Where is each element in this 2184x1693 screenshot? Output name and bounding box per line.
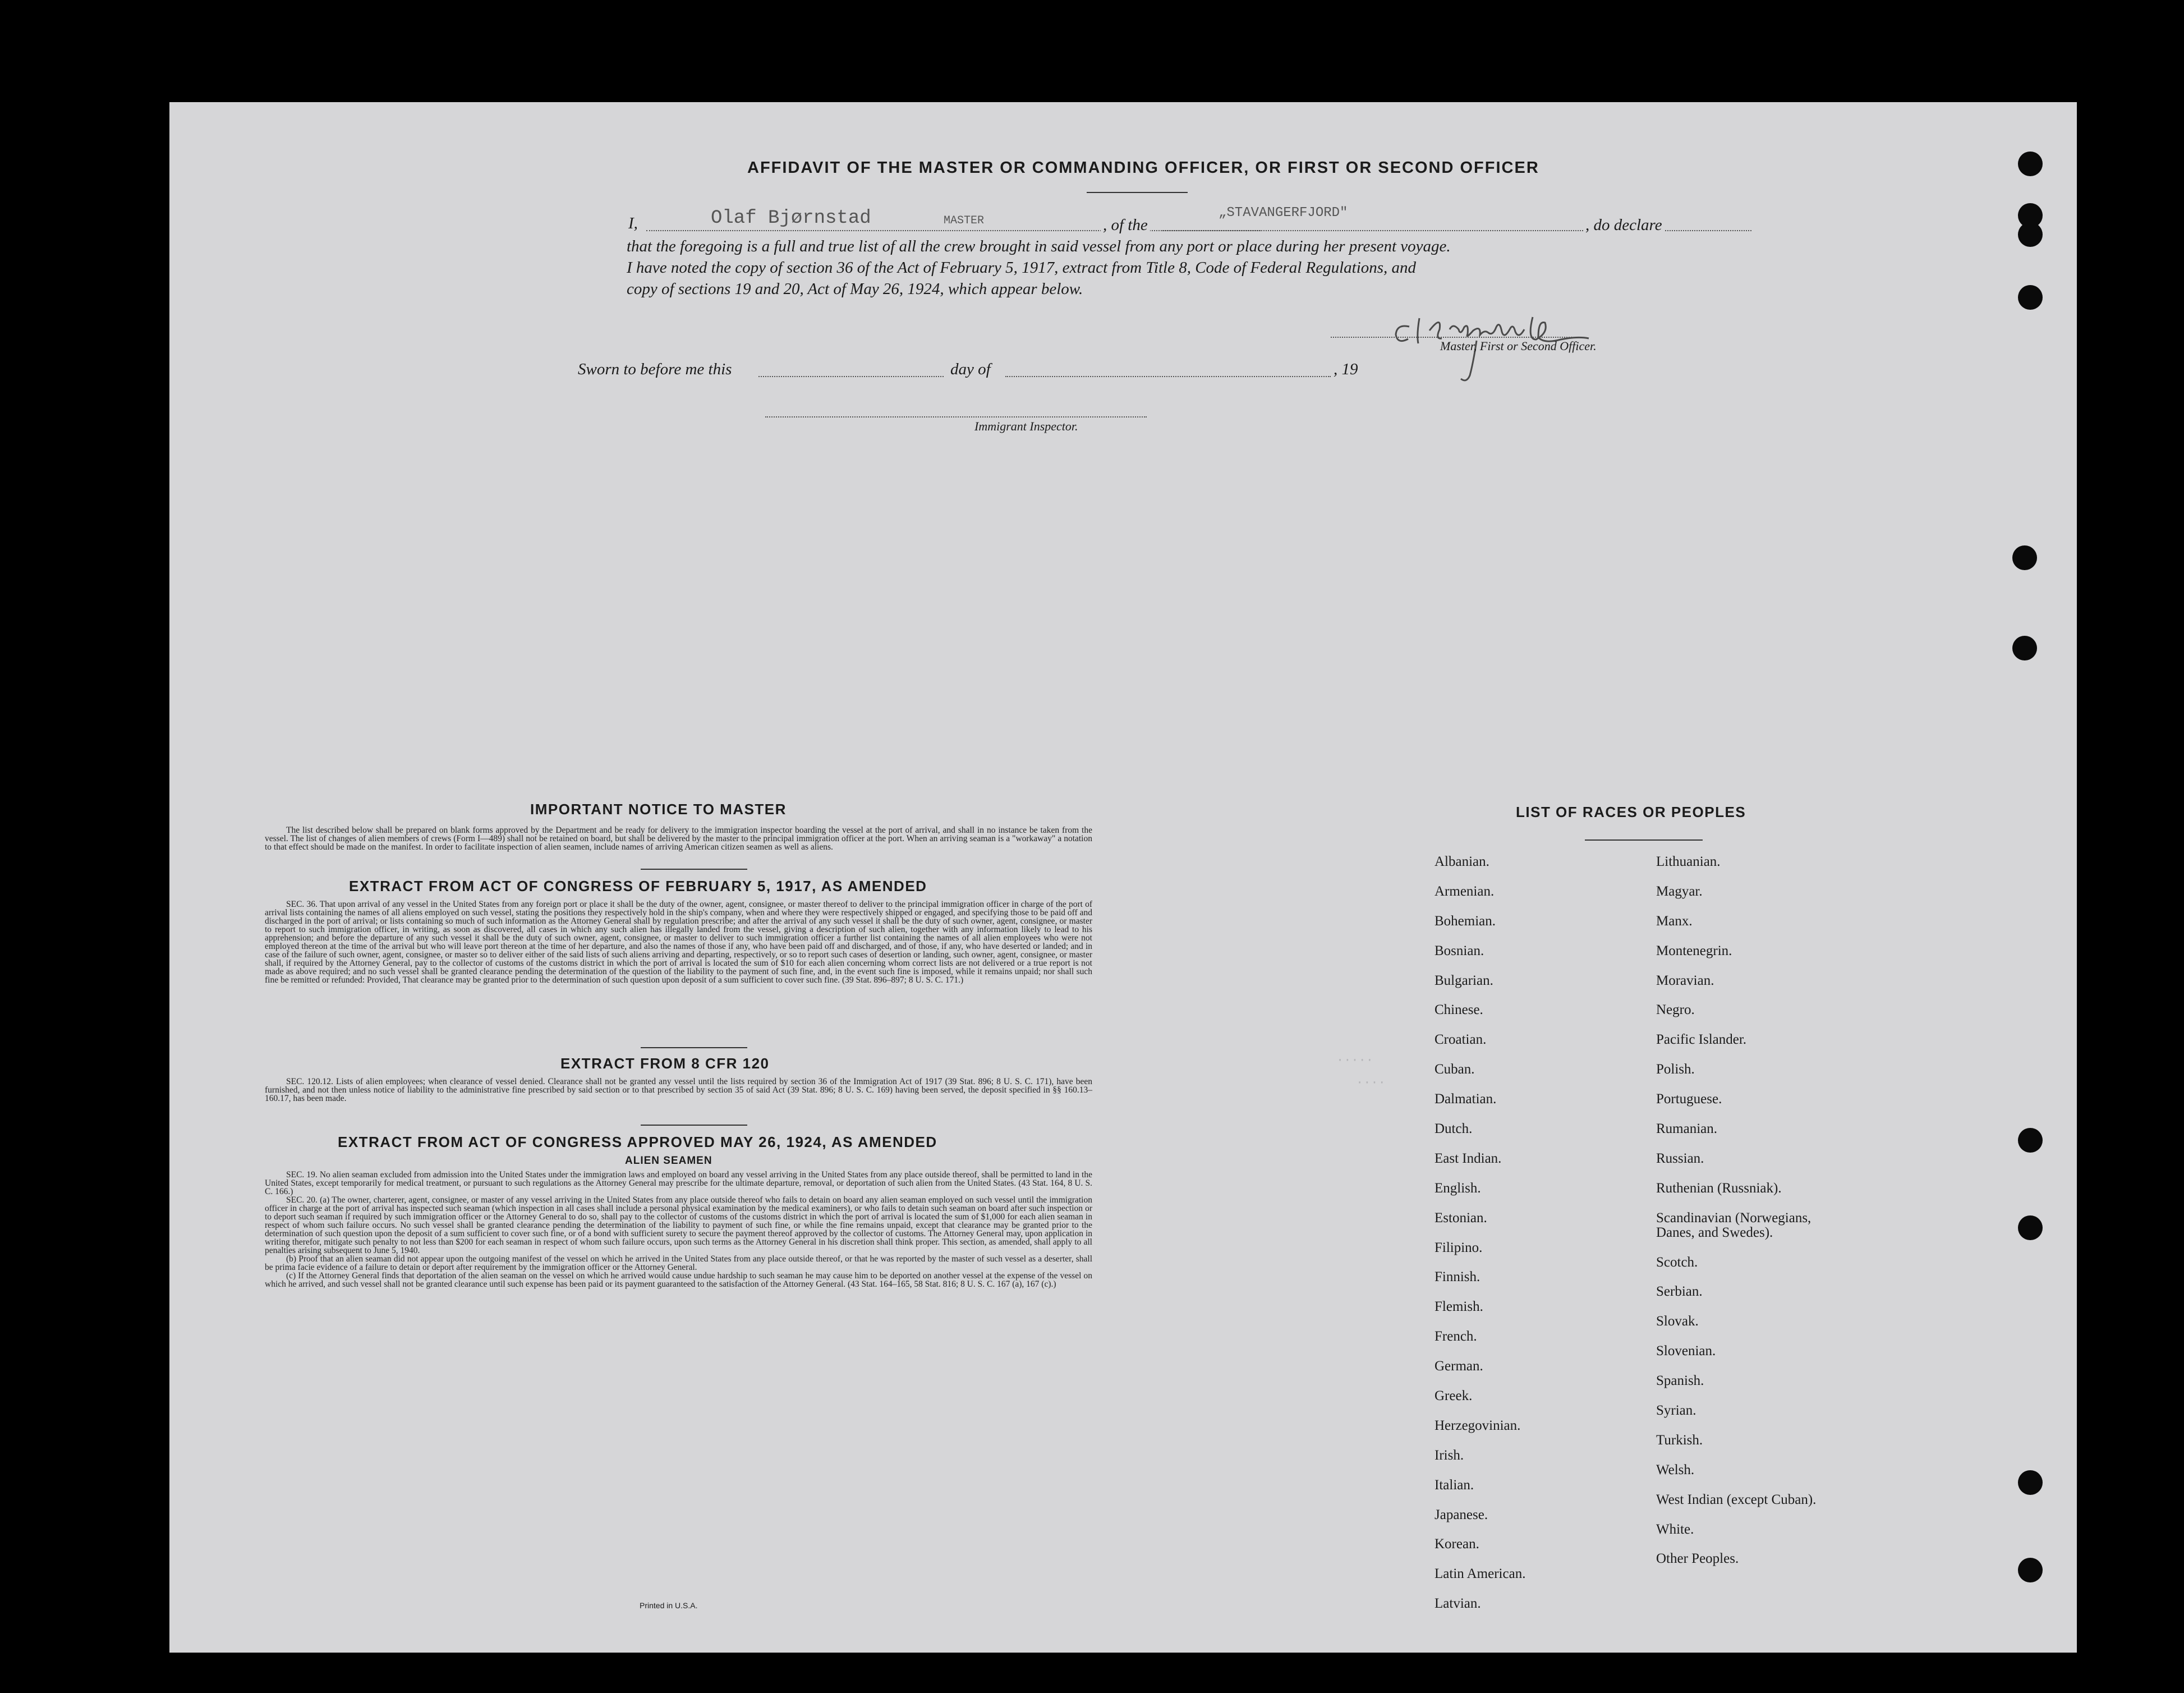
extract-1924-sec20c: (c) If the Attorney General finds that deportation of the alien seaman on the vessel on which he arrived would cause undue hardship to such seaman he may cause him to be deported on another vessel at the expense of the vessel on which he arrived, and such vessel shall not be granted clearance until such expense has been paid or its payment guaranteed to the satisfaction of the Attorney General. (43 Stat. 164–165, 58 Stat. 816; 8 U. S. C. 167 (a), 167 (c).) <box>265 1271 1092 1289</box>
race-item: Latvian. <box>1434 1596 1481 1612</box>
extract-1924-sec19: SEC. 19. No alien seaman excluded from admission into the United States under the immigration laws and employed on board any vessel arriving in the United States from any place outside thereof, shall be permitted to land in the United States, except temporarily for medical treatment, or pursuant to such regulations as the Attorney General may prescribe for the ultimate departure, removal, or deportation of such alien from the United States. (43 Stat. 164, 8 U. S. C. 166.) <box>265 1170 1092 1196</box>
notice-text <box>265 826 1092 851</box>
affidavit-line-4: copy of sections 19 and 20, Act of May 26, 1924, which appear below. <box>627 280 1083 298</box>
race-item: Magyar. <box>1656 883 1703 899</box>
race-item: Moravian. <box>1656 972 1714 988</box>
race-item: Finnish. <box>1434 1269 1480 1285</box>
binder-hole <box>2012 545 2037 570</box>
races-column-2 <box>1656 854 1816 1581</box>
race-item: Bosnian. <box>1434 943 1484 958</box>
race-item: Manx. <box>1656 913 1693 929</box>
race-item: Other Peoples. <box>1656 1551 1739 1567</box>
race-item: Negro. <box>1656 1002 1695 1018</box>
race-item: English. <box>1434 1180 1481 1196</box>
bleed-through-mark-2: ···· <box>1356 1076 1386 1090</box>
race-item: Montenegrin. <box>1656 943 1732 958</box>
extract-1924-text <box>265 1171 1092 1288</box>
race-item: Chinese. <box>1434 1002 1483 1018</box>
extract-cfr-rule <box>641 1125 747 1126</box>
race-item: Cuban. <box>1434 1062 1475 1077</box>
inspector-line <box>765 416 1147 417</box>
race-item: Pacific Islander. <box>1656 1032 1747 1048</box>
race-item: Filipino. <box>1434 1240 1483 1255</box>
race-item: East Indian. <box>1434 1150 1502 1166</box>
i-label: I, <box>628 214 638 232</box>
extract-1917-text <box>265 900 1092 984</box>
bleed-through-mark-1: ····· <box>1336 1053 1374 1067</box>
race-item: German. <box>1434 1359 1483 1374</box>
extract-cfr-text <box>265 1077 1092 1103</box>
affidavit-line-3: I have noted the copy of section 36 of the Act of February 5, 1917, extract from Title 8, Code of Federal Regulations, and <box>627 259 1417 277</box>
extract-1924-sec20a: SEC. 20. (a) The owner, charterer, agent, consignee, or master of any vessel arriving in the United States from any place outside thereof who fails to detain on board any alien seaman employed on such vessel until the immigration officer in charge at the port of arrival has inspected such seaman (which inspection in all cases shall include a personal physical examination by the medical examiners), or who fails to detain such seaman on board after such inspection or to deport such seaman if required by such immigration officer or the Attorney General to do so, shall pay to the collector of customs of the customs district in which the port of arrival is located the sum of $1,000 for each alien seaman in respect of whom such failure occurs. No such vessel shall be granted clearance pending the determination of the liability to payment of such fine, or while the fine remains unpaid, except that clearance may be granted prior to the determination of such question upon the deposit of a sum sufficient to cover such fine, or of a bond with sufficient surety to secure the payment thereof approved by the collector of customs. The Attorney General may, upon application in writing therefor, mitigate such penalty to not less than $200 for each seaman in respect of whom such failure occurs, upon such terms as the Attorney General in his discretion shall think proper. This section, as amended, shall apply to all penalties arising subsequent to June 5, 1940. <box>265 1195 1092 1255</box>
race-item: Herzegovinian. <box>1434 1417 1521 1433</box>
signature-line <box>1331 337 1572 338</box>
race-item: Greek. <box>1434 1388 1473 1404</box>
race-item: Japanese. <box>1434 1507 1488 1522</box>
race-item: Slovak. <box>1656 1314 1699 1329</box>
document-sheet <box>169 102 2077 1653</box>
race-item: Polish. <box>1656 1062 1695 1077</box>
race-item: Bulgarian. <box>1434 972 1493 988</box>
race-item: Flemish. <box>1434 1299 1483 1315</box>
affidavit-line-2: that the foregoing is a full and true list of all the crew brought in said vessel from any port or place during her present voyage. <box>627 237 1451 255</box>
printed-label: Printed in U.S.A. <box>640 1601 698 1610</box>
extract-cfr-title: EXTRACT FROM 8 CFR 120 <box>560 1055 770 1072</box>
inspector-caption: Immigrant Inspector. <box>974 419 1078 433</box>
race-item: Croatian. <box>1434 1032 1487 1048</box>
notice-title: IMPORTANT NOTICE TO MASTER <box>530 801 787 818</box>
race-item: Russian. <box>1656 1150 1704 1166</box>
alien-seamen-subtitle: ALIEN SEAMEN <box>625 1155 712 1167</box>
race-item: Slovenian. <box>1656 1343 1716 1359</box>
title-rule <box>1087 192 1188 193</box>
race-item: Korean. <box>1434 1536 1479 1552</box>
race-item: Welsh. <box>1656 1462 1695 1478</box>
race-item: Dalmatian. <box>1434 1091 1497 1107</box>
extract-cfr-paragraph: SEC. 120.12. Lists of alien employees; when clearance of vessel denied. Clearance shall not be granted any vessel until the lists required by section 36 of the Immigration Act of 1917 (39 Stat. 896; 8 U. S. C. 171), have been furnished, and not then unless notice of liability to the administrative fine prescribed by said section or to that prescribed by section 35 of said Act (39 Stat. 896; 8 U. S. C. 169) having been served, the deposit specified in §§ 160.13–160.17, has been made. <box>265 1077 1092 1103</box>
vessel-name: „STAVANGERFJORD" <box>1219 205 1348 221</box>
binder-hole <box>2018 1558 2043 1582</box>
day-of-label: day of <box>950 360 991 378</box>
race-item: Italian. <box>1434 1477 1474 1493</box>
year-prefix: , 19 <box>1334 360 1358 378</box>
race-item: Serbian. <box>1656 1284 1703 1300</box>
race-item: Latin American. <box>1434 1566 1526 1582</box>
binder-hole <box>2012 636 2037 660</box>
race-item: Turkish. <box>1656 1432 1703 1448</box>
race-item: Portuguese. <box>1656 1091 1722 1107</box>
notice-rule <box>641 869 747 870</box>
race-item: Rumanian. <box>1656 1121 1718 1137</box>
binder-hole <box>2018 1470 2043 1495</box>
sworn-label: Sworn to before me this <box>578 360 732 378</box>
binder-hole <box>2018 152 2043 176</box>
race-item: French. <box>1434 1329 1477 1345</box>
extract-1917-title: EXTRACT FROM ACT OF CONGRESS OF FEBRUARY 5, 1917, AS AMENDED <box>349 878 927 894</box>
extract-1924-title: EXTRACT FROM ACT OF CONGRESS APPROVED MAY 26, 1924, AS AMENDED <box>338 1134 937 1150</box>
race-item: Albanian. <box>1434 854 1489 869</box>
binder-hole <box>2018 285 2043 310</box>
race-item: Scotch. <box>1656 1254 1698 1270</box>
race-item: Danes, and Swedes). <box>1656 1224 1773 1240</box>
races-column-1 <box>1434 854 1525 1626</box>
binder-hole <box>2018 1215 2043 1240</box>
race-item: Lithuanian. <box>1656 854 1721 869</box>
race-item: Irish. <box>1434 1447 1464 1463</box>
race-item: White. <box>1656 1521 1694 1537</box>
race-item: Ruthenian (Russniak). <box>1656 1180 1782 1196</box>
sworn-day-line <box>758 376 944 377</box>
sworn-month-line <box>1005 376 1331 377</box>
race-item: West Indian (except Cuban). <box>1656 1492 1817 1507</box>
extract-1917-paragraph: SEC. 36. That upon arrival of any vessel in the United States from any foreign port or place it shall be the duty of the owner, agent, consignee, or master thereof to deliver to the principal immigration officer in charge of the port of arrival lists containing the names of all aliens employed on such vessel, stating the positions they respectively hold in the ship's company, when and where they were respectively shipped or engaged, and specifying those to be paid off and discharged in the port of arrival; or lists containing so much of such information as the Attorney General shall by regulation prescribe; and after the arrival of any such vessel it shall be the duty of such owner, agent, consignee, or master to report to such immigration officer, in writing, as soon as discovered, all cases in which any such alien has illegally landed from the vessel, giving a description of such alien, together with any information likely to lead to his apprehension; and before the departure of any such vessel it shall be the duty of such owner, agent, consignee, or master to deliver to such immigration officer a further list containing the names of all alien employees who were not employed thereon at the time of the arrival but who will leave port thereon at the time of her departure, and also the names of those if any, who have been paid off and discharged, and of those, if any, who have deserted or landed; and in case of the failure of such owner, agent, consignee, or master so to deliver either of the said lists of such aliens arriving and departing, respectively, or so to report such cases of desertion or landing, such owner, agent, consignee, or master shall, if required by the Attorney General, pay to the collector of customs of the customs district in which the port of arrival is located the sum of $10 for each alien concerning whom correct lists are not delivered or a true report is not made as above required; and no such vessel shall be granted clearance pending the determination of the question of the liability to the payment of such fine, and, in the event such fine is imposed, while it remains unpaid; nor shall such fine be remitted or refunded: Provided, That clearance may be granted prior to the determination of such question upon deposit of a sum sufficient to cover such fine. (39 Stat. 896–897; 8 U. S. C. 171.) <box>265 900 1092 985</box>
signature-caption: Master, First or Second Officer. <box>1440 339 1597 353</box>
do-declare-label: , do declare <box>1583 216 1665 235</box>
races-rule <box>1585 839 1703 841</box>
binder-hole <box>2018 1128 2043 1153</box>
binder-hole <box>2018 222 2043 247</box>
affidavit-title: AFFIDAVIT OF THE MASTER OR COMMANDING OFFICER, OR FIRST OR SECOND OFFICER <box>747 159 1539 177</box>
rank: MASTER <box>944 214 985 227</box>
race-item: Estonian. <box>1434 1210 1487 1226</box>
race-item: Dutch. <box>1434 1121 1473 1137</box>
race-item: Armenian. <box>1434 883 1495 899</box>
race-item: Syrian. <box>1656 1403 1696 1419</box>
notice-paragraph: The list described below shall be prepared on blank forms approved by the Department and be ready for delivery to the immigration inspector boarding the vessel at the port of arrival, and shall in no instance be taken from the vessel. The list of changes of alien members of crews (Form I—489) shall not be retained on board, but shall be delivered by the master to the principal immigration officer at the port. When an arriving seaman is a "workaway" a notation to that effect should be made on the manifest. In order to facilitate inspection of alien seamen, include names of arriving American citizen seamen as well as aliens. <box>265 825 1092 852</box>
races-title: LIST OF RACES OR PEOPLES <box>1516 804 1746 820</box>
race-item: Spanish. <box>1656 1373 1704 1389</box>
master-name: Olaf Bjørnstad <box>711 208 871 229</box>
extract-1924-sec20b: (b) Proof that an alien seaman did not appear upon the outgoing manifest of the vessel on which he arrived in the United States from any place outside thereof, or that he was reported by the master of such vessel as a deserter, shall be prima facie evidence of a failure to detain or deport after requirement by the immigration officer or the Attorney General. <box>265 1254 1092 1272</box>
of-the-label: , of the <box>1101 216 1150 235</box>
race-item: Scandinavian (Norwegians, <box>1656 1210 1811 1226</box>
race-item: Bohemian. <box>1434 913 1496 929</box>
extract-1917-rule <box>641 1047 747 1048</box>
